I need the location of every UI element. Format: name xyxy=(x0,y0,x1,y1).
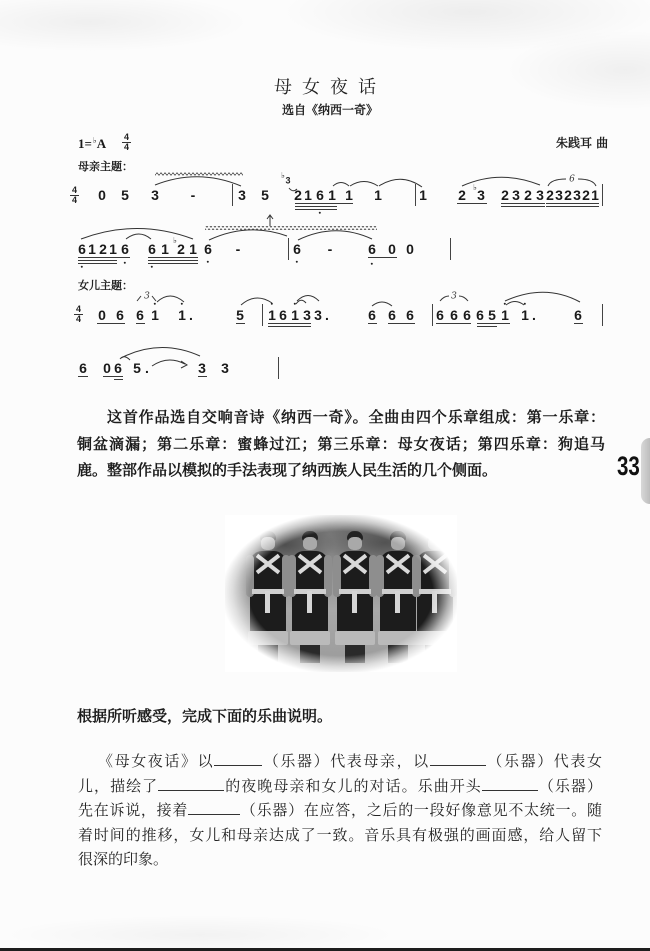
composer-credit: 朱践耳 曲 xyxy=(556,136,609,150)
note: 5 xyxy=(236,307,244,323)
note: 6 xyxy=(79,360,87,376)
octave-dot-high xyxy=(524,303,526,305)
flat-icon: ♭ xyxy=(473,183,477,192)
note: 1 xyxy=(161,241,169,257)
note: 0 xyxy=(98,307,106,323)
note: 1 xyxy=(178,307,186,323)
exercise-prompt: 根据所听感受，完成下面的乐曲说明。 xyxy=(77,707,333,725)
beam xyxy=(388,323,415,324)
note-extension-dash: - xyxy=(235,241,241,257)
note: 5 xyxy=(121,187,129,203)
octave-dot-low xyxy=(151,266,153,268)
key-signature xyxy=(78,136,106,151)
trill-wavy-line xyxy=(205,226,377,230)
beam xyxy=(268,323,311,324)
beam xyxy=(368,257,397,258)
text-segment: （乐器）在应答，之后的一段好像意见不太统一。随 xyxy=(240,801,602,819)
arrow-icons xyxy=(181,215,273,368)
augmentation-dot: . xyxy=(325,307,329,323)
barline xyxy=(432,304,433,326)
key-prefix: 1= xyxy=(78,136,92,151)
text-line: 铜盆滴漏；第二乐章：蜜蜂过江；第三乐章：母女夜话；第四乐章：狗追马 xyxy=(77,434,605,453)
photo-naxi-women xyxy=(225,515,457,672)
note: 1 xyxy=(374,187,382,203)
beam xyxy=(546,203,599,204)
note: 3 xyxy=(536,187,544,203)
note: 6 xyxy=(406,307,414,323)
beam xyxy=(148,260,198,261)
note: 2 xyxy=(564,187,572,203)
octave-dot-high xyxy=(271,303,273,305)
beam xyxy=(78,260,117,261)
note: 0 xyxy=(103,360,111,376)
daughter-theme-label: 女儿主题： xyxy=(78,279,133,292)
beam xyxy=(103,376,123,377)
beam xyxy=(78,257,130,258)
song-title: 母女夜话 xyxy=(274,77,386,98)
text-line: 鹿。整部作品以模拟的手法表现了纳西族人民生活的几个侧面。 xyxy=(77,461,498,479)
beam xyxy=(501,203,545,204)
note: 1 xyxy=(189,241,197,257)
octave-dot-low xyxy=(319,212,321,214)
note: 1 xyxy=(501,307,509,323)
note: 5 xyxy=(488,307,496,323)
time-numerator: 4 xyxy=(75,304,81,314)
grace-note: 3 xyxy=(285,175,291,186)
note: 1 xyxy=(109,241,117,257)
note: 3 xyxy=(303,307,311,323)
text-segment: 着时间的推移，女儿和母亲达成了一致。音乐具有极强的画面感，给人留下 xyxy=(78,825,602,844)
text-line xyxy=(78,774,602,799)
note: 6 xyxy=(204,241,212,257)
photo-vignette xyxy=(225,515,457,672)
note: 0 xyxy=(388,241,396,257)
barline xyxy=(262,304,263,326)
song-source: 选自《纳西一奇》 xyxy=(281,103,378,117)
octave-dot-high xyxy=(181,303,183,305)
beam xyxy=(546,206,599,207)
beam xyxy=(198,376,207,377)
note: 0 xyxy=(406,241,414,257)
page-edge-tab xyxy=(641,438,650,504)
time-denominator: 4 xyxy=(75,314,81,324)
flat-icon: ♭ xyxy=(281,171,285,180)
note: 3 xyxy=(151,187,159,203)
note: 3 xyxy=(555,187,563,203)
note: 1 xyxy=(345,187,353,203)
beam xyxy=(148,263,198,264)
mother-theme-label: 母亲主题： xyxy=(78,160,133,173)
note: 1 xyxy=(419,187,427,203)
barline xyxy=(232,184,233,206)
note: 2 xyxy=(177,241,185,257)
beam xyxy=(501,206,545,207)
fill-in-blank xyxy=(188,802,240,815)
fill-in-blank xyxy=(482,778,538,791)
note: 6 xyxy=(279,307,287,323)
text-segment: 的夜晚母亲和女儿的对话。乐曲开头 xyxy=(224,776,482,795)
text-line xyxy=(78,749,602,774)
augmentation-dot: . xyxy=(189,307,193,323)
beam xyxy=(136,323,145,324)
octave-dot-low xyxy=(296,261,298,263)
note: 6 xyxy=(450,307,458,323)
barline xyxy=(450,238,451,260)
octave-dot-high xyxy=(154,303,156,305)
note: 0 xyxy=(98,187,106,203)
note: 6 xyxy=(114,360,122,376)
note: 1 xyxy=(304,187,312,203)
note: 3 xyxy=(198,360,206,376)
flat-icon: ♭ xyxy=(173,236,177,245)
time-denominator: 4 xyxy=(71,195,77,205)
note: 5 xyxy=(261,187,269,203)
note: 6 xyxy=(368,241,376,257)
beam xyxy=(114,379,123,380)
text-segment: 很深的印象。 xyxy=(78,850,169,868)
beam xyxy=(236,323,245,324)
octave-dot-low xyxy=(124,262,126,264)
beam xyxy=(295,203,353,204)
text-segment: （乐器）代表母亲，以 xyxy=(262,752,430,770)
note: 1 xyxy=(151,307,159,323)
note: 6 xyxy=(121,241,129,257)
note: 6 xyxy=(463,307,471,323)
text-segment: 先在诉说，接着 xyxy=(78,801,189,819)
barline xyxy=(278,357,279,379)
note: 6 xyxy=(388,307,396,323)
note: 6 xyxy=(116,307,124,323)
note: 3 xyxy=(238,187,246,203)
beam xyxy=(295,206,337,207)
note: 1 xyxy=(88,241,96,257)
beam xyxy=(148,257,198,258)
time-signature xyxy=(74,305,83,324)
tuplet-number: 3 xyxy=(451,291,457,302)
note: 6 xyxy=(368,307,376,323)
barline xyxy=(602,304,603,326)
barline xyxy=(415,184,416,206)
beam xyxy=(368,323,377,324)
tuplet-number: 3 xyxy=(144,291,150,302)
note: 2 xyxy=(501,187,509,203)
note-extension-dash: - xyxy=(327,241,333,257)
note: 6 xyxy=(574,307,582,323)
fill-in-blank xyxy=(430,753,486,766)
note: 2 xyxy=(546,187,554,203)
note: 6 xyxy=(316,187,324,203)
augmentation-dot: . xyxy=(532,307,536,323)
intro-paragraph xyxy=(77,404,605,484)
flat-icon: ♭ xyxy=(92,136,97,145)
fill-in-paragraph xyxy=(78,749,602,872)
time-signature xyxy=(70,186,79,205)
note: 6 xyxy=(293,241,301,257)
note: 6 xyxy=(436,307,444,323)
beam xyxy=(268,326,311,327)
note: 3 xyxy=(221,360,229,376)
beam xyxy=(477,323,510,324)
augmentation-dot: . xyxy=(145,360,149,376)
text-line xyxy=(78,847,602,872)
octave-dot-low xyxy=(371,263,373,265)
time-numerator: 4 xyxy=(123,132,129,142)
note: 3 xyxy=(477,187,485,203)
time-numerator: 4 xyxy=(71,185,77,195)
note: 3 xyxy=(512,187,520,203)
time-denominator: 4 xyxy=(123,142,129,152)
page-number: 33 xyxy=(617,451,640,481)
beam xyxy=(477,326,497,327)
note: 3 xyxy=(573,187,581,203)
octave-dot-low xyxy=(81,266,83,268)
note: 1 xyxy=(521,307,529,323)
barline xyxy=(288,238,289,260)
time-signature xyxy=(122,133,131,152)
text-line: 这首作品选自交响音诗《纳西一奇》。全曲由四个乐章组成：第一乐章： xyxy=(107,408,605,426)
text-segment: （乐器）代表女 xyxy=(485,752,602,770)
octave-dot-low xyxy=(207,261,209,263)
octave-dot-high xyxy=(294,303,296,305)
note: 2 xyxy=(294,187,302,203)
note: 1 xyxy=(268,307,276,323)
fill-in-blank xyxy=(214,753,262,766)
note: 1 xyxy=(291,307,299,323)
text-line xyxy=(78,823,602,848)
note: 2 xyxy=(458,187,466,203)
note: 3 xyxy=(314,307,322,323)
trill-wavy-line xyxy=(155,172,243,176)
beam xyxy=(574,323,583,324)
beam xyxy=(295,209,337,210)
octave-dot-high xyxy=(504,303,506,305)
beam xyxy=(457,203,487,204)
text-segment: （乐器） xyxy=(537,776,602,795)
note: 2 xyxy=(524,187,532,203)
note: 5 xyxy=(133,360,141,376)
note: 2 xyxy=(99,241,107,257)
beam xyxy=(436,323,471,324)
tuplet-number: 6 xyxy=(569,174,575,185)
note: 1 xyxy=(328,187,336,203)
note: 2 xyxy=(582,187,590,203)
note: 6 xyxy=(148,241,156,257)
note: 6 xyxy=(136,307,144,323)
beam xyxy=(78,263,117,264)
beam xyxy=(78,376,88,377)
text-line xyxy=(78,798,602,823)
note: 6 xyxy=(78,241,86,257)
fill-in-blank xyxy=(158,778,224,791)
note: 6 xyxy=(476,307,484,323)
beam xyxy=(97,323,125,324)
barline xyxy=(602,184,603,206)
text-segment: 儿，描绘了 xyxy=(78,776,159,795)
text-segment: 《母女夜话》以 xyxy=(98,752,215,770)
key-tonic: A xyxy=(96,136,107,151)
note: 1 xyxy=(591,187,599,203)
note-extension-dash: - xyxy=(190,187,196,203)
